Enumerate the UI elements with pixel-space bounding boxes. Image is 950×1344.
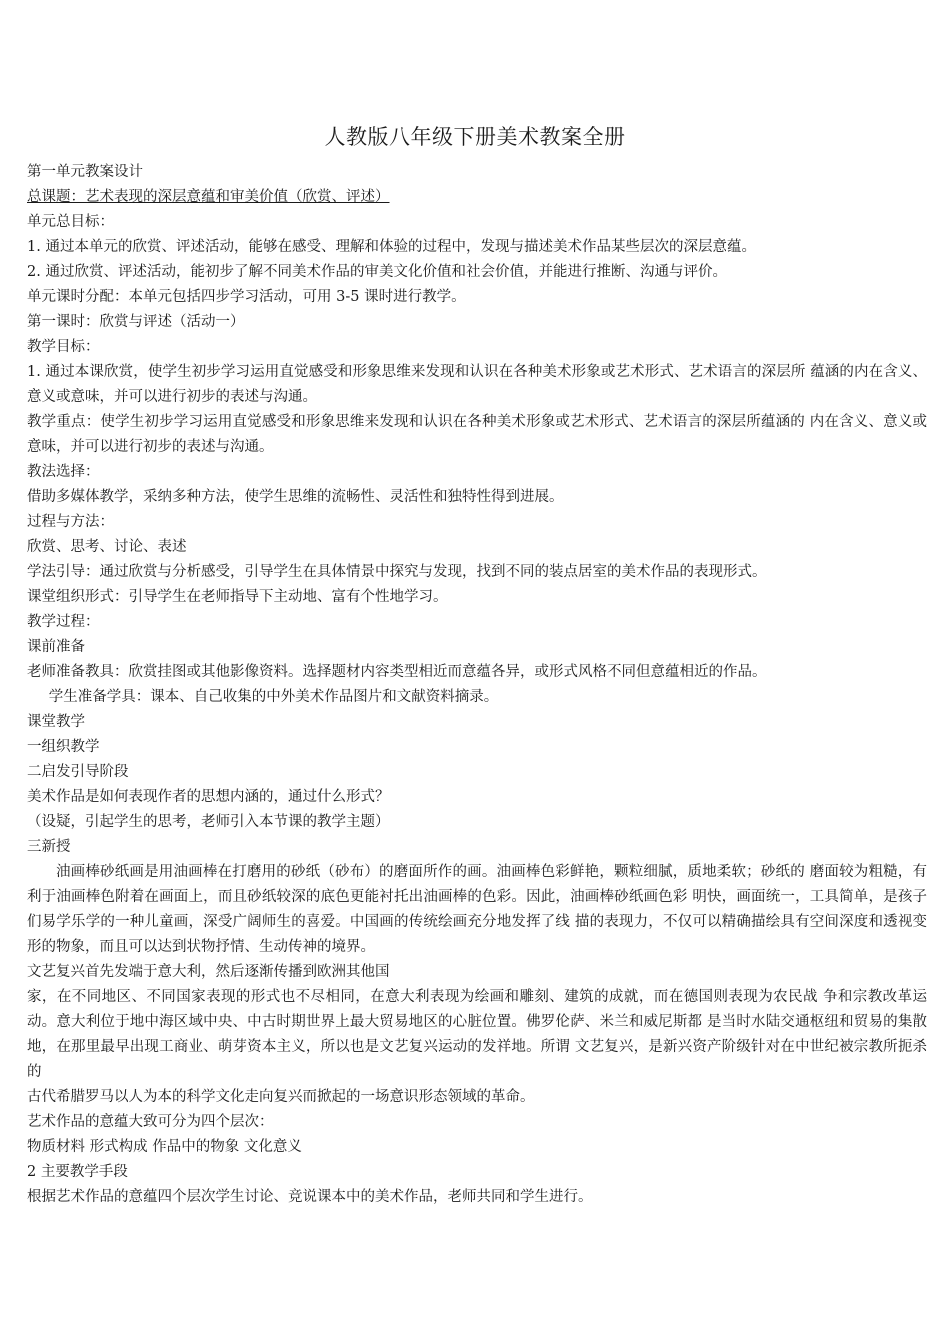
- general-topic: 总课题：艺术表现的深层意蕴和审美价值（欣赏、评述）: [27, 189, 390, 205]
- document-body: [27, 160, 927, 1210]
- main-means-heading: 2 主要教学手段: [27, 1164, 128, 1180]
- renaissance-intro: 文艺复兴首先发端于意大利，然后逐渐传播到欧洲其他国: [27, 964, 390, 980]
- renaissance-conclusion: 古代希腊罗马以人为本的科学文化走向复兴而掀起的一场意识形态领域的革命。: [27, 1089, 535, 1105]
- lesson-1-heading: 第一课时：欣赏与评述（活动一）: [27, 314, 245, 330]
- meaning-levels: 物质材料 形式构成 作品中的物象 文化意义: [27, 1139, 302, 1155]
- classroom-heading: 课堂教学: [27, 714, 85, 730]
- guiding-question: 美术作品是如何表现作者的思想内涵的，通过什么形式？: [27, 789, 390, 805]
- method-text: 借助多媒体教学，采纳多种方法，使学生思维的流畅性、灵活性和独特性得到进展。: [27, 489, 564, 505]
- document-title: 人教版八年级下册美术教案全册: [324, 125, 626, 149]
- lesson-allocation: 单元课时分配：本单元包括四步学习活动，可用 3-5 课时进行教学。: [27, 289, 466, 305]
- teacher-prep: 老师准备教具：欣赏挂图或其他影像资料。选择题材内容类型相近而意蕴各异，或形式风格不同但意蕴相近的作品。: [27, 664, 767, 680]
- step-3: 三新授: [27, 839, 71, 855]
- teaching-goal-heading: 教学目标：: [27, 339, 100, 355]
- student-prep: 学生准备学具：课本、自己收集的中外美术作品图片和文献资料摘录。: [48, 689, 499, 705]
- class-organization: 课堂组织形式：引导学生在老师指导下主动地、富有个性地学习。: [27, 589, 448, 605]
- process-method-text: 欣赏、思考、讨论、表述: [27, 539, 187, 555]
- step-1: 一组织教学: [27, 739, 100, 755]
- step-2: 二启发引导阶段: [27, 764, 129, 780]
- guiding-note: （设疑，引起学生的思考，老师引入本节课的教学主题）: [27, 814, 390, 830]
- unit-heading: 第一单元教案设计: [27, 164, 143, 180]
- learning-guide: 学法引导：通过欣赏与分析感受，引导学生在具体情景中探究与发现，找到不同的装点居室的美术作品的表现形式。: [27, 564, 767, 580]
- oil-pastel-paragraph: 油画棒砂纸画是用油画棒在打磨用的砂纸（砂布）的磨面所作的画。油画棒色彩鲜艳，颗粒细腻，质地柔软；砂纸的 磨面较为粗糙，有利于油画棒色附着在画面上，而且砂纸较深的底色更能衬托出油画棒的色彩。因此，油画棒砂纸画色彩 明快，画面统一，工具简单，是孩子们易学乐学的一种儿童画，深受广阔师生的喜爱。中国画的传统绘画充分地发挥了线 描的表现力，不仅可以精确描绘具有空间深度和透视变形的物象，而且可以达到状物抒情、生动传神的境界。: [27, 864, 927, 955]
- main-means-text: 根据艺术作品的意蕴四个层次学生讨论、竞说课本中的美术作品，老师共同和学生进行。: [27, 1189, 593, 1205]
- method-heading: 教法选择：: [27, 464, 100, 480]
- unit-goal-heading: 单元总目标：: [27, 214, 114, 230]
- pre-class-heading: 课前准备: [27, 639, 85, 655]
- process-method-heading: 过程与方法：: [27, 514, 114, 530]
- unit-goal-2: 2. 通过欣赏、评述活动，能初步了解不同美术作品的审美文化价值和社会价值，并能进行推断、沟通与评价。: [27, 264, 727, 280]
- unit-goal-1: 1. 通过本单元的欣赏、评述活动，能够在感受、理解和体验的过程中，发现与描述美术作品某些层次的深层意蕴。: [27, 239, 756, 255]
- renaissance-paragraph: 家，在不同地区、不同国家表现的形式也不尽相同，在意大利表现为绘画和雕刻、建筑的成就，而在德国则表现为农民战 争和宗教改革运动。意大利位于地中海区域中央、中古时期世界上最大贸易地区的心脏位置。佛罗伦萨、米兰和威尼斯都 是当时水陆交通枢纽和贸易的集散地，在那里最早出现工商业、萌芽资本主义，所以也是文艺复兴运动的发祥地。所谓 文艺复兴，是新兴资产阶级针对在中世纪被宗教所扼杀的: [27, 989, 927, 1080]
- meaning-levels-heading: 艺术作品的意蕴大致可分为四个层次：: [27, 1114, 274, 1130]
- teaching-process-heading: 教学过程：: [27, 614, 100, 630]
- teaching-focus: 教学重点：使学生初步学习运用直觉感受和形象思维来发现和认识在各种美术形象或艺术形式、艺术语言的深层所蕴涵的 内在含义、意义或意味，并可以进行初步的表述与沟通。: [27, 414, 927, 455]
- teaching-goal-1: 1. 通过本课欣赏，使学生初步学习运用直觉感受和形象思维来发现和认识在各种美术形象或艺术形式、艺术语言的深层所 蕴涵的内在含义、意义或意味，并可以进行初步的表述与沟通。: [27, 364, 927, 405]
